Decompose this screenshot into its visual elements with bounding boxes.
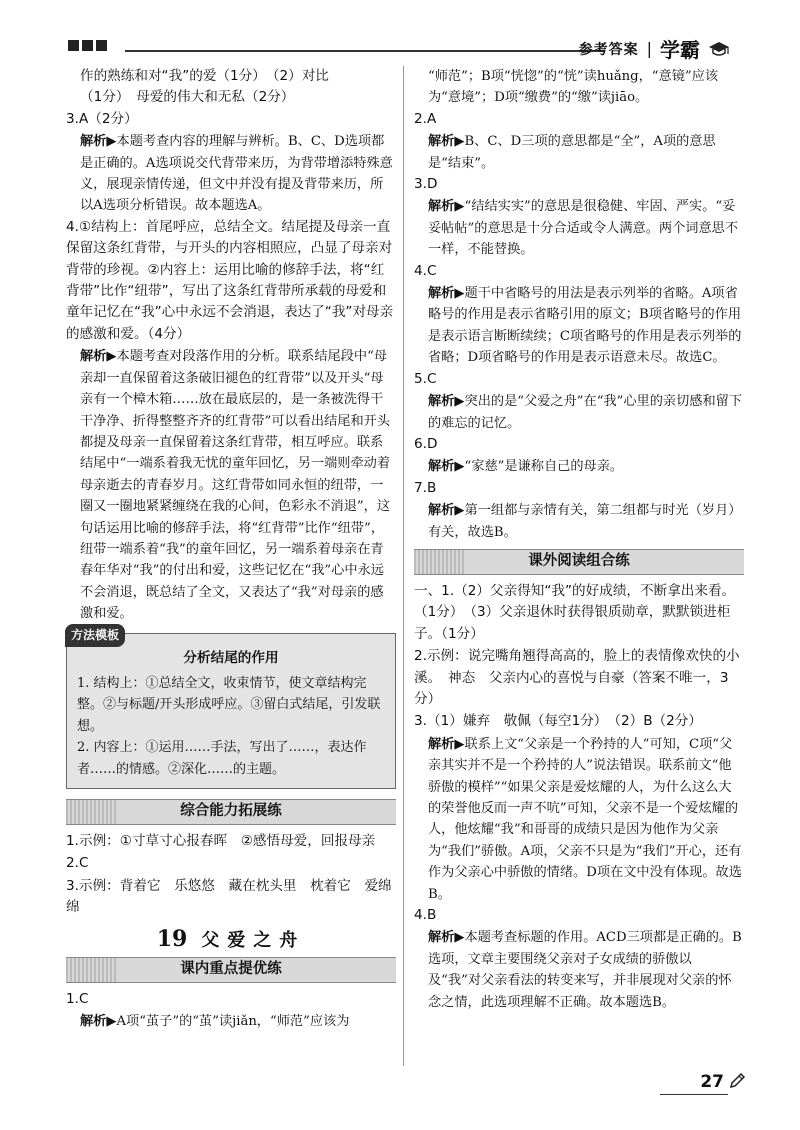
analysis-text: 解析▶“家慈”是谦称自己的母亲。 xyxy=(428,459,624,475)
header-section: 参考答案 xyxy=(578,41,639,58)
analysis-text: 解析▶“结结实实”的意思是很稳健、牢固、严实。“妥妥帖帖”的意思是十分合适或令人满意。两个词意思不一样，不能替换。 xyxy=(428,199,739,258)
analysis-label: 解析▶ xyxy=(80,134,117,150)
chapter-heading xyxy=(66,925,396,952)
chapter-number: 19 xyxy=(156,925,188,952)
answer-item: 6.D xyxy=(414,435,438,452)
page-number: 27 xyxy=(700,1072,724,1092)
footer-rule xyxy=(660,1094,728,1095)
continued-line-2: （1分） 母爱的伟大和无私（2分） xyxy=(80,89,295,106)
list-item: 2.C xyxy=(66,855,89,872)
method-title: 分析结尾的作用 xyxy=(183,649,279,666)
analysis-text: 解析▶本题考查标题的作用。ACD三项都是正确的。B选项，文章主要围绕父亲对子女成绩的骄傲以及“我”对父亲看法的转变来写，并非展现对父亲的怀念之情，此选项理解不正确。故本题选B。 xyxy=(428,930,742,1010)
pencil-icon xyxy=(728,1072,746,1090)
list-item: 4.B xyxy=(414,907,437,924)
method-point-1: 1. 结构上：①总结全文，收束情节，使文章结构完整。②与标题/开头形成呼应。③留白式结尾，引发联想。 xyxy=(77,675,381,734)
analysis-text: 解析▶题干中省略号的用法是表示列举的省略。A项省略号的作用是表示省略引用的原文；B项省略号的作用是表示语言断断续续；C项省略号的作用是表示列举的省略；D项省略号的作用是表示语意未尽。故选C。 xyxy=(428,286,742,366)
page-header xyxy=(0,0,800,64)
method-point-2: 2. 内容上：①运用……手法，写出了……，表达作者……的情感。②深化……的主题。 xyxy=(77,740,367,777)
analysis-text: 解析▶突出的是“父爱之舟”在“我”心里的亲切感和留下的难忘的记忆。 xyxy=(428,394,743,431)
answer-item: 3.A（2分） xyxy=(66,110,138,127)
method-tag: 方法模板 xyxy=(65,624,125,647)
list-item: 3.示例：背着它 乐悠悠 藏在枕头里 枕着它 爱绵绵 xyxy=(66,877,392,916)
analysis-continued: “师范”；B项“恍惚”的“恍”读huǎng，“意镜”应该为“意境”；D项“缴费”的“缴”读jiāo。 xyxy=(428,69,719,106)
header-separator: | xyxy=(646,39,652,58)
list-item: 1.示例：①寸草寸心报春晖 ②感悟母爱，回报母亲 xyxy=(66,833,376,849)
column-divider xyxy=(403,66,404,1066)
answer-item: 1.C xyxy=(66,991,89,1008)
analysis-text: 解析▶本题考查对段落作用的分析。联系结尾段中“母亲却一直保留着这条破旧褪色的红背带”以及开头“母亲有一个樟木箱……放在最底层的，是一条被洗得干干净净、折得整整齐齐的红背带”可以看出结尾和开头都提及母亲一直保留着这条红背带，相互呼应。联系结尾中“一端系着我无忧的童年回忆，另一端则牵动着母亲逝去的青春岁月。这红背带如同永恒的纽带，一圈又一圈地紧紧缠绕在我的心间，色彩永不消退”，这句话运用比喻的修辞手法，将“红背带”比作“纽带”，纽带一端系着“我”的童年回忆，另一端系着母亲在青春年华对“我”的付出和爱，这些记忆在“我”心中永远不会消退，既总结了全文，又表达了“我”对母亲的感激和爱。 xyxy=(80,349,391,622)
left-column xyxy=(66,66,396,1033)
right-column xyxy=(414,66,744,1013)
header-rule xyxy=(125,50,605,52)
section-band: 综合能力拓展练 xyxy=(66,799,396,825)
continued-line-1: 作的熟练和对“我”的爱（1分） （2）对比 xyxy=(80,68,329,84)
graduation-cap-icon xyxy=(708,40,730,58)
analysis-text: 解析▶本题考查内容的理解与辨析。B、C、D选项都是正确的。A选项说交代背带来历，为背带增添特殊意义，展现亲情传递，但文中并没有提及背带来历，所以A选项分析错误。故本题选A。 xyxy=(80,134,393,214)
answer-item: 2.A xyxy=(414,110,437,127)
header-squares xyxy=(68,40,107,51)
analysis-text: 解析▶A项“茧子”的“茧”读jiǎn，“师范”应该为 xyxy=(80,1014,350,1030)
analysis-text: 解析▶B、C、D三项的意思都是“全”，A项的意思是“结束”。 xyxy=(428,134,716,171)
analysis-label: 解析▶ xyxy=(80,349,117,365)
list-item: 一、1.（2）父亲得知“我”的好成绩，不断拿出来看。（1分） （3）父亲退休时获得银质勋章，默默锁进柜子。（1分） xyxy=(414,582,736,642)
analysis-label: 解析▶ xyxy=(80,1014,117,1030)
section-band: 课内重点提优练 xyxy=(66,957,396,983)
chapter-title: 父爱之舟 xyxy=(201,929,306,951)
answer-item: 5.C xyxy=(414,370,437,387)
header-right xyxy=(579,34,730,63)
section-band: 课外阅读组合练 xyxy=(414,549,744,575)
list-item: 2.示例：说完嘴角翘得高高的，脸上的表情像欢快的小溪。 神态 父亲内心的喜悦与自豪（答案不唯一，3分） xyxy=(414,648,740,707)
answer-item: 3.D xyxy=(414,176,438,193)
analysis-text: 解析▶联系上文“父亲是一个矜持的人”可知，C项“父亲其实并不是一个矜持的人”说法错误。联系前文“他骄傲的模样”“如果父亲是爱炫耀的人，为什么这么大的荣誉他反而一声不吭”可知，父亲不是一个爱炫耀的人，他炫耀“我”和哥哥的成绩只是因为他作为父亲为“我们”骄傲。A项，父亲不只是为“我们”开心，还有作为父亲心中骄傲的情绪。D项在文中没有体现。故选B。 xyxy=(428,736,742,902)
answer-item: 4.C xyxy=(414,262,437,279)
list-item: 3.（1）嫌弃 敬佩（每空1分） （2）B（2分） xyxy=(414,713,702,730)
answer-item: 4.①结构上：首尾呼应，总结全文。结尾提及母亲一直保留这条红背带，与开头的内容相照应，凸显了母亲对背带的珍视。②内容上：运用比喻的修辞手法，将“红背带”比作“纽带”，写出了这条红背带所承载的母爱和童年记忆在“我”心中永远不会消退，表达了“我”对母亲的感激和爱。（4分） xyxy=(66,218,394,342)
header-brand: 学霸 xyxy=(660,38,700,62)
answer-item: 7.B xyxy=(414,479,437,496)
analysis-text: 解析▶第一组都与亲情有关，第二组都与时光（岁月）有关，故选B。 xyxy=(428,503,742,540)
method-template-box xyxy=(66,627,396,789)
